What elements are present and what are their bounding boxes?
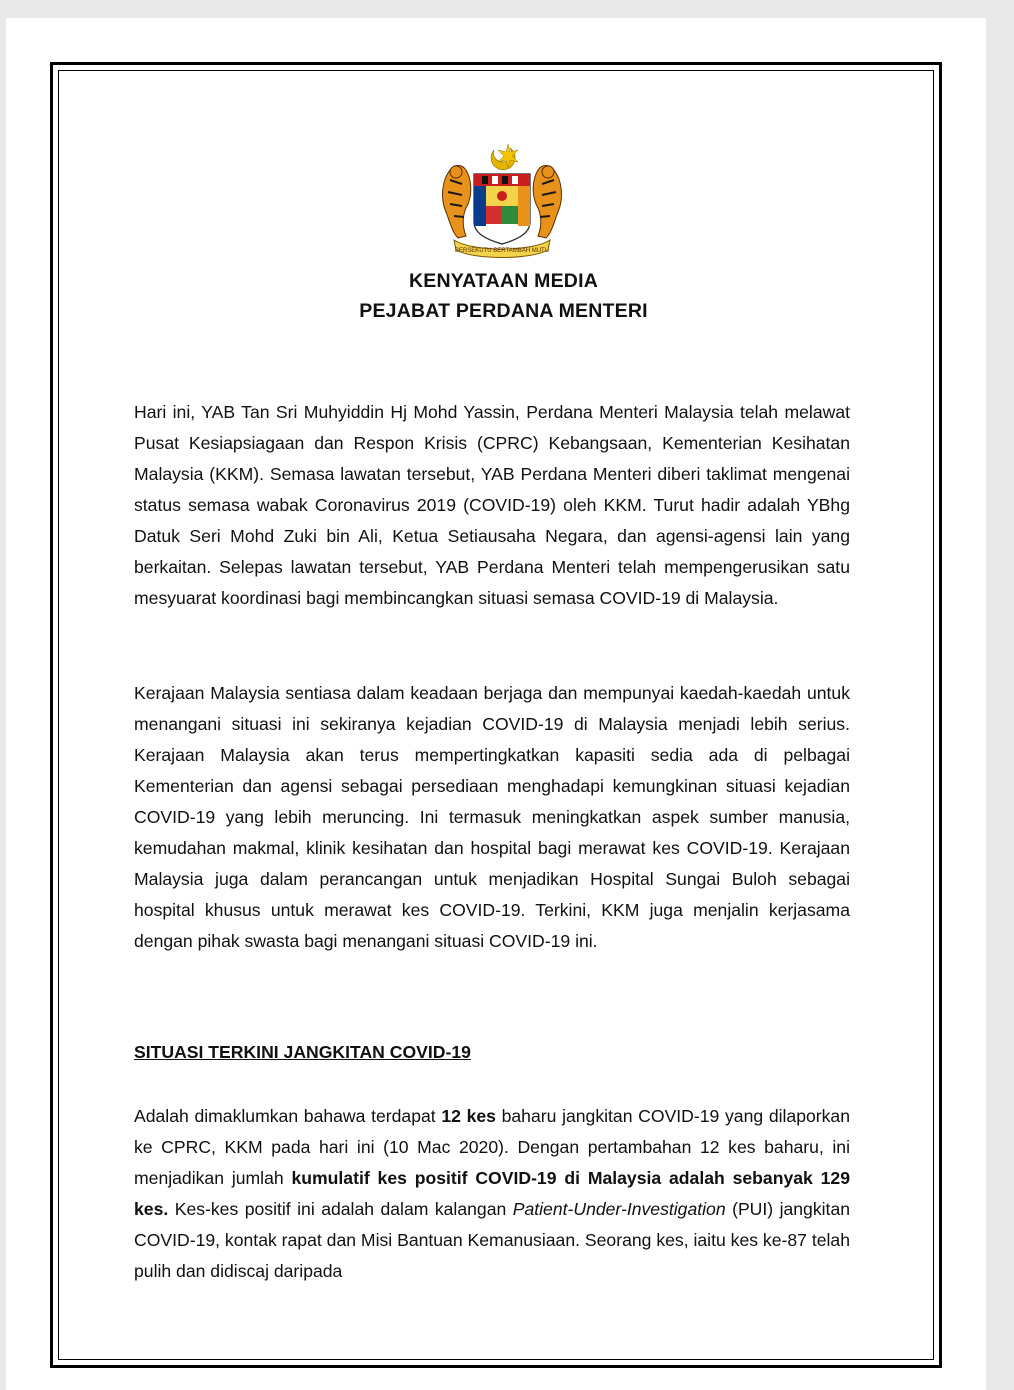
document-title: KENYATAAN MEDIA	[409, 270, 598, 292]
cumulative-cases-statement: kumulatif kes positif COVID-19 di Malaysia adalah sebanyak 129 kes.	[134, 1168, 850, 1219]
svg-text:BERSEKUTU BERTAMBAH MUTU: BERSEKUTU BERTAMBAH MUTU	[454, 248, 550, 254]
issuing-office-title: PEJABAT PERDANA MENTERI	[359, 300, 648, 322]
paragraph-3-text-2: baharu jangkitan COVID-19 yang dilaporkan ke CPRC, KKM pada hari ini (10 Mac 2020). Dengan pertambahan 12 kes baharu, ini menjadikan jumlah	[134, 1106, 851, 1188]
pui-term: Patient-Under-Investigation	[512, 1199, 726, 1219]
paragraph-3-text-3: Kes-kes positif ini adalah dalam kalangan	[168, 1199, 513, 1219]
new-cases-count: 12 kes	[441, 1106, 496, 1126]
paragraph-3	[134, 1101, 850, 1287]
section-heading: SITUASI TERKINI JANGKITAN COVID-19	[134, 1042, 471, 1062]
paragraph-2: Kerajaan Malaysia sentiasa dalam keadaan berjaga dan mempunyai kaedah-kaedah untuk menangani situasi ini sekiranya kejadian COVID-19 di Malaysia menjadi lebih serius. Kerajaan Malaysia akan terus mempertingkatkan kapasiti sedia ada di pelbagai Kementerian dan agensi sebagai persediaan menghadapi kemungkinan situasi kejadian COVID-19 yang lebih meruncing. Ini termasuk meningkatkan aspek sumber manusia, kemudahan makmal, klinik kesihatan dan hospital bagi merawat kes COVID-19. Kerajaan Malaysia juga dalam perancangan untuk menjadikan Hospital Sungai Buloh sebagai hospital khusus untuk merawat kes COVID-19. Terkini, KKM juga menjalin kerjasama dengan pihak swasta bagi menangani situasi COVID-19 ini.	[134, 683, 850, 951]
coat-of-arms-emblem	[432, 140, 572, 265]
paragraph-3-text-1: Adalah dimaklumkan bahawa terdapat	[134, 1106, 442, 1126]
paragraph-3-text-4: (PUI) jangkitan COVID-19, kontak rapat dan Misi Bantuan Kemanusiaan. Seorang kes, iaitu kes ke-87 telah pulih dan didiscaj daripada	[134, 1199, 851, 1281]
document-page	[6, 18, 986, 1390]
paragraph-1: Hari ini, YAB Tan Sri Muhyiddin Hj Mohd Yassin, Perdana Menteri Malaysia telah melawat Pusat Kesiapsiagaan dan Respon Krisis (CPRC) Kebangsaan, Kementerian Kesihatan Malaysia (KKM). Semasa lawatan tersebut, YAB Perdana Menteri diberi taklimat mengenai status semasa wabak Coronavirus 2019 (COVID-19) oleh KKM. Turut hadir adalah YBhg Datuk Seri Mohd Zuki bin Ali, Ketua Setiausaha Negara, dan agensi-agensi lain yang berkaitan. Selepas lawatan tersebut, YAB Perdana Menteri telah mempengerusikan satu mesyuarat koordinasi bagi membincangkan situasi semasa COVID-19 di Malaysia.	[134, 402, 850, 608]
